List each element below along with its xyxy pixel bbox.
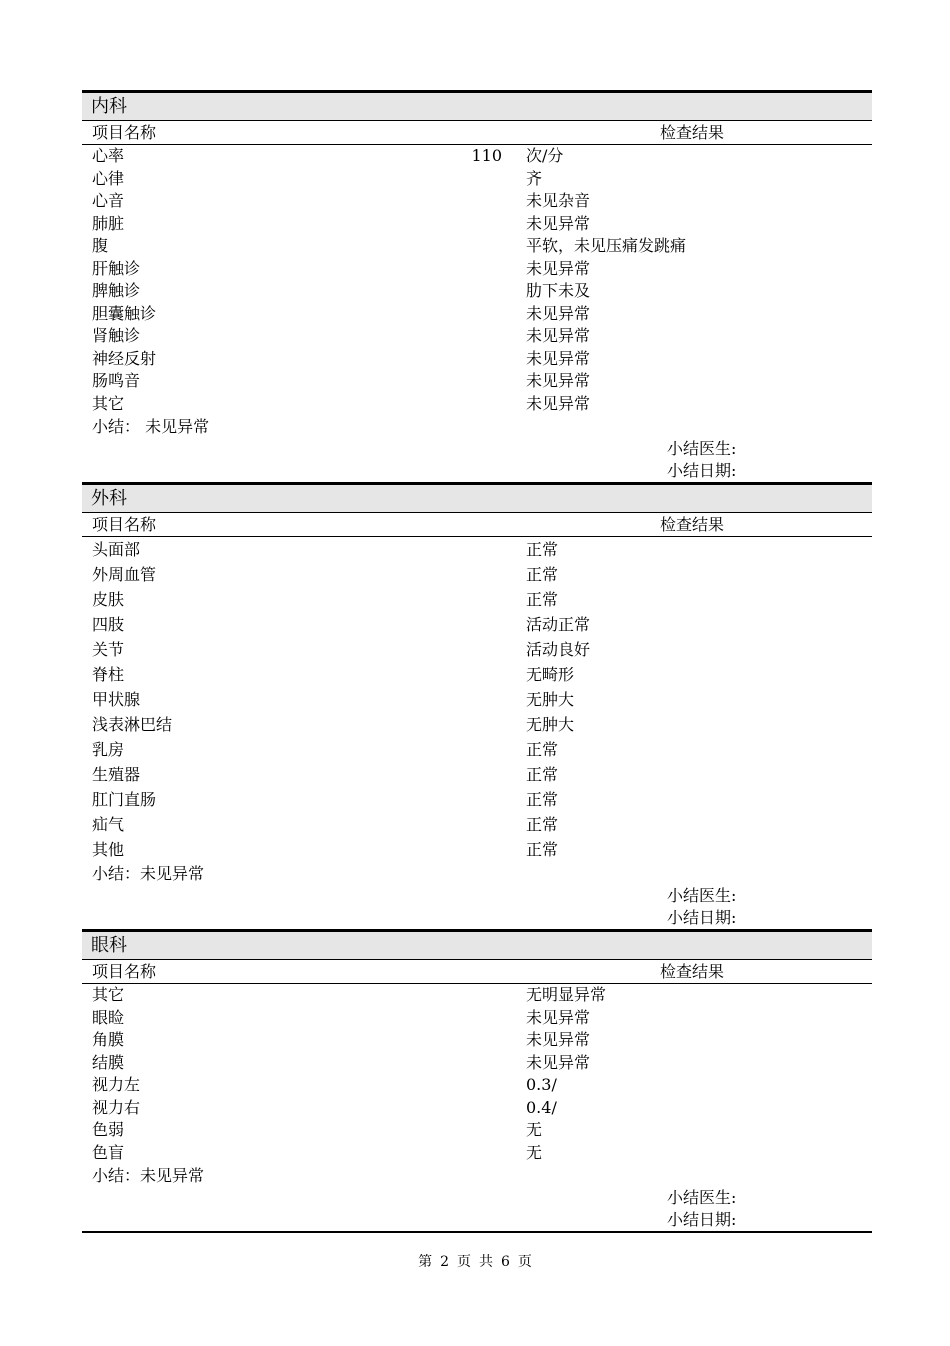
summary-date-label: 小结日期: [667, 1210, 737, 1229]
item-result: 无明显异常 [526, 985, 607, 1004]
item-result: 正常 [526, 565, 559, 584]
item-name: 视力左 [92, 1075, 141, 1094]
table-row [82, 737, 872, 762]
summary-date-line [82, 460, 872, 482]
table-row [82, 1119, 872, 1142]
table-row [82, 280, 872, 303]
item-result: 无 [526, 1120, 543, 1139]
item-name: 乳房 [92, 740, 125, 759]
item-name: 四肢 [92, 615, 125, 634]
item-name: 结膜 [92, 1052, 125, 1072]
table-row [82, 612, 872, 637]
summary-doctor-line [82, 1187, 872, 1209]
summary-line [82, 415, 872, 438]
table-row [82, 393, 872, 416]
footer-page-word: 页 [457, 1254, 471, 1270]
summary-text: 小结：未见异常 [92, 864, 205, 883]
table-row [82, 1052, 872, 1075]
summary-doctor-line [82, 438, 872, 460]
sections-container [82, 90, 872, 1231]
section-2 [82, 929, 872, 1231]
item-result: 未见异常 [526, 1007, 591, 1027]
column-header-name: 项目名称 [92, 123, 157, 142]
item-name: 浅表淋巴结 [92, 715, 173, 734]
item-result: 正常 [526, 790, 559, 809]
section-title: 眼科 [82, 929, 872, 960]
item-result: 未见异常 [526, 213, 591, 233]
item-result: 齐 [526, 168, 543, 188]
summary-date-label: 小结日期: [667, 461, 737, 480]
item-result: 未见异常 [526, 258, 591, 278]
item-result: 未见异常 [526, 371, 591, 390]
table-row [82, 190, 872, 213]
table-row [82, 370, 872, 393]
column-header-result: 检查结果 [660, 123, 725, 142]
item-result: 未见异常 [526, 1030, 591, 1049]
table-row [82, 787, 872, 812]
item-name: 脊柱 [92, 665, 125, 684]
table-row [82, 1142, 872, 1165]
item-result: 无 [526, 1142, 543, 1162]
page-footer [0, 1251, 950, 1271]
item-result: 无肿大 [526, 690, 575, 709]
item-result: 正常 [526, 765, 559, 784]
item-name: 色盲 [92, 1142, 125, 1162]
item-result: 未见异常 [526, 1052, 591, 1072]
item-name: 色弱 [92, 1120, 125, 1139]
item-name: 肛门直肠 [92, 790, 157, 809]
item-name: 心律 [92, 168, 125, 188]
item-result: 0.3/ [526, 1075, 557, 1094]
item-name: 皮肤 [92, 590, 125, 609]
item-name: 头面部 [92, 540, 141, 559]
item-result: 正常 [526, 590, 559, 609]
item-rows [82, 984, 872, 1164]
table-row [82, 235, 872, 258]
item-name: 肝触诊 [92, 258, 141, 278]
column-header-name: 项目名称 [92, 515, 157, 534]
table-row [82, 168, 872, 191]
item-result: 未见异常 [526, 348, 591, 368]
table-row [82, 213, 872, 236]
item-name: 其它 [92, 393, 125, 413]
closing-rule [82, 1231, 872, 1233]
item-result: 活动正常 [526, 615, 591, 634]
item-result: 未见异常 [526, 326, 591, 345]
item-result: 正常 [526, 740, 559, 759]
item-name: 肺脏 [92, 213, 125, 233]
column-header-name: 项目名称 [92, 962, 157, 981]
table-row [82, 1029, 872, 1052]
summary-doctor-line [82, 885, 872, 907]
item-name: 腹 [92, 236, 109, 255]
summary-date-line [82, 1209, 872, 1231]
summary-doctor-label: 小结医生: [667, 439, 737, 458]
item-name: 神经反射 [92, 348, 157, 368]
table-row [82, 837, 872, 862]
table-row [82, 984, 872, 1007]
table-row [82, 712, 872, 737]
item-name: 角膜 [92, 1030, 125, 1049]
table-row [82, 303, 872, 326]
section-title: 外科 [82, 482, 872, 513]
summary-text: 小结：未见异常 [92, 1166, 205, 1185]
column-header [82, 513, 872, 537]
item-name: 甲状腺 [92, 690, 141, 709]
summary-date-line [82, 907, 872, 929]
table-row [82, 637, 872, 662]
item-rows [82, 145, 872, 415]
item-name: 生殖器 [92, 765, 141, 784]
item-name: 肠鸣音 [92, 371, 141, 390]
item-name: 心率 [92, 146, 125, 165]
summary-date-label: 小结日期: [667, 908, 737, 927]
table-row [82, 687, 872, 712]
item-rows [82, 537, 872, 862]
item-result: 正常 [526, 815, 559, 834]
summary-doctor-label: 小结医生: [667, 1188, 737, 1207]
table-row [82, 562, 872, 587]
table-row [82, 258, 872, 281]
report-page [82, 90, 872, 1233]
table-row [82, 1074, 872, 1097]
item-value: 110 [471, 146, 502, 165]
table-row [82, 537, 872, 562]
table-row [82, 145, 872, 168]
column-header [82, 960, 872, 984]
section-0 [82, 90, 872, 482]
column-header-result: 检查结果 [660, 962, 725, 981]
item-result: 未见异常 [526, 393, 591, 413]
item-result: 次/分 [526, 146, 564, 165]
item-result: 正常 [526, 840, 559, 859]
item-name: 外周血管 [92, 565, 157, 584]
item-name: 胆囊触诊 [92, 303, 157, 323]
footer-suffix: 页 [517, 1254, 532, 1270]
item-result: 未见杂音 [526, 191, 591, 210]
table-row [82, 812, 872, 837]
column-header [82, 121, 872, 145]
item-result: 活动良好 [526, 640, 591, 659]
item-result: 未见异常 [526, 303, 591, 323]
table-row [82, 1097, 872, 1120]
item-name: 脾触诊 [92, 281, 141, 300]
item-name: 疝气 [92, 815, 125, 834]
item-name: 肾触诊 [92, 326, 141, 345]
footer-prefix: 第 [418, 1254, 433, 1270]
table-row [82, 587, 872, 612]
table-row [82, 662, 872, 687]
table-row [82, 1007, 872, 1030]
summary-line [82, 1164, 872, 1187]
footer-page-number: 2 [440, 1254, 449, 1270]
item-result: 肋下未及 [526, 281, 591, 300]
section-title: 内科 [82, 90, 872, 121]
table-row [82, 762, 872, 787]
item-name: 视力右 [92, 1097, 141, 1117]
summary-text: 小结： 未见异常 [92, 417, 210, 436]
item-result: 无畸形 [526, 665, 575, 684]
column-header-result: 检查结果 [660, 515, 725, 534]
section-1 [82, 482, 872, 929]
item-result: 平软，未见压痛发跳痛 [526, 236, 687, 255]
item-result: 无肿大 [526, 715, 575, 734]
item-result: 正常 [526, 540, 559, 559]
item-name: 眼睑 [92, 1007, 125, 1027]
item-result: 0.4/ [526, 1097, 557, 1117]
footer-total-pages: 6 [501, 1254, 510, 1270]
summary-line [82, 862, 872, 885]
table-row [82, 348, 872, 371]
item-name: 其他 [92, 840, 125, 859]
summary-doctor-label: 小结医生: [667, 886, 737, 905]
footer-total-word: 共 [479, 1254, 493, 1270]
item-name: 关节 [92, 640, 125, 659]
table-row [82, 325, 872, 348]
item-name: 其它 [92, 985, 125, 1004]
item-name: 心音 [92, 191, 125, 210]
